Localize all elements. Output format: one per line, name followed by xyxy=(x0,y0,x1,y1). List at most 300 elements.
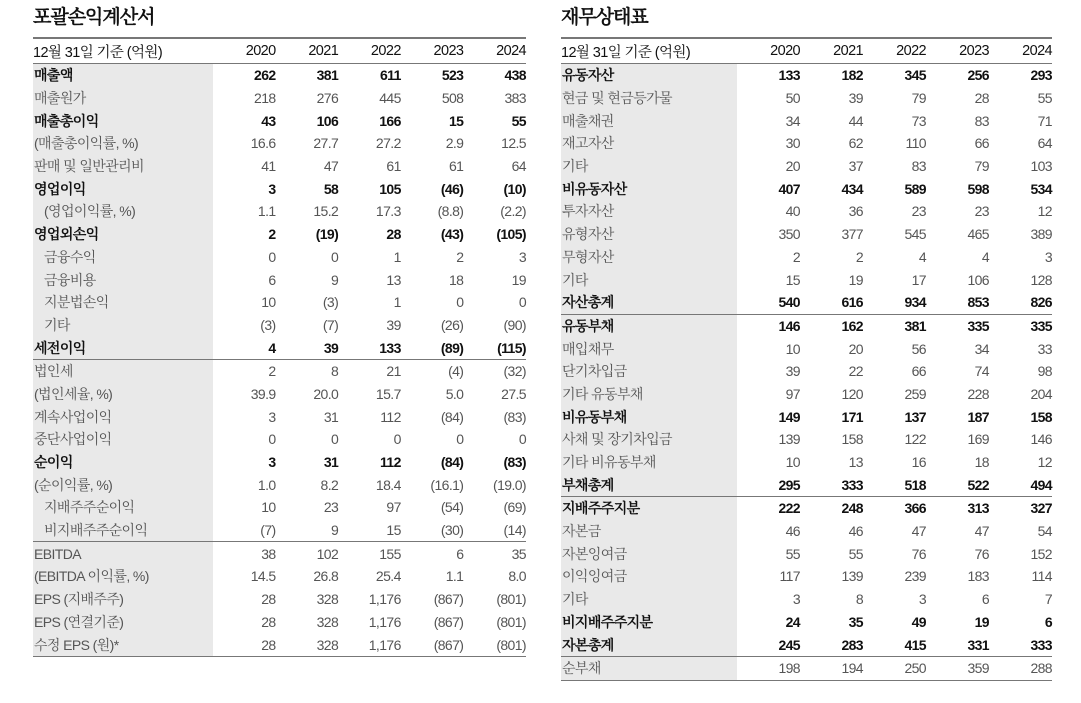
row-label: 지배주주순이익 xyxy=(33,496,213,519)
cell-value: 43 xyxy=(261,112,276,129)
cell-value: 0 xyxy=(456,431,464,448)
table-row xyxy=(561,337,1052,360)
cell-value: 13 xyxy=(386,271,401,288)
row-label: 매출액 xyxy=(33,64,213,87)
cell-value: 133 xyxy=(778,67,800,84)
cell-value: 22 xyxy=(848,363,863,380)
row-label: 계속사업이익 xyxy=(33,405,213,428)
cell-value: 15 xyxy=(449,112,464,129)
table-row xyxy=(33,246,526,269)
cell-value: 23 xyxy=(323,499,339,516)
table-header-row xyxy=(561,38,1052,64)
cell-value: 83 xyxy=(974,112,989,129)
balance-sheet-title: 재무상태표 xyxy=(561,7,648,28)
table-row xyxy=(33,451,526,474)
cell-value: 3 xyxy=(1044,248,1052,265)
table-row xyxy=(33,223,526,246)
cell-value: (84) xyxy=(440,454,464,471)
cell-value: 494 xyxy=(1030,476,1052,493)
cell-value: 3 xyxy=(918,591,926,608)
cell-value: 366 xyxy=(863,497,926,520)
cell-value: 28 xyxy=(213,633,276,656)
cell-value: 5.0 xyxy=(445,385,464,402)
cell-value: 158 xyxy=(1030,408,1052,425)
row-label: 유형자산 xyxy=(561,223,737,246)
cell-value: 15 xyxy=(785,271,800,288)
cell-value: 4 xyxy=(918,248,926,265)
cell-value: (3) xyxy=(322,294,339,311)
row-label: 부채총계 xyxy=(561,473,737,496)
cell-value: 158 xyxy=(841,431,863,448)
cell-value: 218 xyxy=(254,90,276,107)
cell-value: (83) xyxy=(503,408,526,425)
cell-value: 377 xyxy=(841,226,863,243)
cell-value: 97 xyxy=(386,499,401,516)
cell-value: 38 xyxy=(213,542,276,565)
cell-value: 40 xyxy=(785,203,800,220)
cell-value: 187 xyxy=(967,408,989,425)
cell-value: 55 xyxy=(511,112,526,129)
row-label: 영업외손익 xyxy=(33,223,213,246)
cell-value: 30 xyxy=(785,135,800,152)
cell-value: 27.2 xyxy=(375,135,401,152)
table-row xyxy=(33,565,526,588)
table-row xyxy=(33,200,526,223)
cell-value: 6 xyxy=(981,591,989,608)
cell-value: 434 xyxy=(841,180,863,197)
cell-value: 61 xyxy=(449,158,464,175)
row-label: 재고자산 xyxy=(561,132,737,155)
cell-value: 73 xyxy=(911,112,926,129)
header-year: 2022 xyxy=(896,43,926,59)
cell-value: 276 xyxy=(316,90,339,107)
cell-value: 335 xyxy=(926,314,989,337)
table-row xyxy=(33,87,526,110)
cell-value: 66 xyxy=(911,363,926,380)
table-row xyxy=(561,497,1052,520)
cell-value: 182 xyxy=(841,67,863,84)
table-row xyxy=(561,64,1052,87)
cell-value: 1 xyxy=(393,248,401,265)
table-row xyxy=(33,336,526,359)
row-label: 비유동자산 xyxy=(561,177,737,200)
cell-value: 328 xyxy=(316,591,339,608)
cell-value: 46 xyxy=(785,523,800,540)
table-row xyxy=(33,633,526,656)
cell-value: 49 xyxy=(911,613,926,630)
row-label: 비지배주주지분 xyxy=(561,611,737,634)
cell-value: 3 xyxy=(268,408,276,425)
row-label: 기타 xyxy=(561,588,737,611)
cell-value: 106 xyxy=(967,271,989,288)
cell-value: 6 xyxy=(401,542,464,565)
cell-value: (867) xyxy=(433,613,464,630)
header-year: 2024 xyxy=(496,43,526,59)
cell-value: 79 xyxy=(974,158,989,175)
cell-value: 56 xyxy=(911,340,926,357)
table-row xyxy=(561,291,1052,314)
cell-value: 19 xyxy=(848,271,863,288)
cell-value: 47 xyxy=(974,523,989,540)
cell-value: 522 xyxy=(967,476,989,493)
table-row xyxy=(561,611,1052,634)
cell-value: 171 xyxy=(841,408,863,425)
row-label: EBITDA xyxy=(33,542,213,565)
table-row xyxy=(33,268,526,291)
row-label: 유동자산 xyxy=(561,64,737,87)
cell-value: 28 xyxy=(974,90,989,107)
table-row xyxy=(561,405,1052,428)
cell-value: 3 xyxy=(518,248,526,265)
cell-value: 79 xyxy=(911,90,926,107)
row-label: 현금 및 현금등가물 xyxy=(561,87,737,110)
cell-value: (26) xyxy=(440,316,464,333)
cell-value: 21 xyxy=(338,359,401,382)
cell-value: (16.1) xyxy=(430,476,464,493)
cell-value: 350 xyxy=(778,226,800,243)
cell-value: (2.2) xyxy=(500,203,526,220)
balance-sheet-table xyxy=(561,37,1052,681)
cell-value: 169 xyxy=(967,431,989,448)
cell-value: 28 xyxy=(386,226,401,243)
cell-value: 155 xyxy=(338,542,401,565)
cell-value: 545 xyxy=(904,226,926,243)
cell-value: (4) xyxy=(401,359,464,382)
cell-value: 534 xyxy=(1030,180,1052,197)
cell-value: 39 xyxy=(785,363,800,380)
row-label: EPS (연결기준) xyxy=(33,611,213,634)
cell-value: 66 xyxy=(974,135,989,152)
cell-value: 18 xyxy=(449,271,464,288)
header-year: 2021 xyxy=(833,43,863,59)
row-label: EPS (지배주주) xyxy=(33,588,213,611)
header-year: 2023 xyxy=(959,43,989,59)
cell-value: 64 xyxy=(511,158,526,175)
cell-value: 259 xyxy=(904,385,926,402)
row-label: 기타 유동부채 xyxy=(561,383,737,406)
cell-value: 83 xyxy=(911,158,926,175)
cell-value: 35 xyxy=(463,542,526,565)
cell-value: 146 xyxy=(1030,431,1052,448)
row-label: 단기차입금 xyxy=(561,360,737,383)
row-label: 기타 xyxy=(33,314,213,337)
cell-value: 162 xyxy=(800,314,863,337)
balance-sheet-body xyxy=(561,64,1052,681)
income-statement-title: 포괄손익계산서 xyxy=(33,7,155,28)
cell-value: 8.2 xyxy=(320,476,339,493)
cell-value: 12 xyxy=(1037,203,1052,220)
cell-value: 10 xyxy=(261,294,276,311)
cell-value: (10) xyxy=(503,180,526,197)
cell-value: 9 xyxy=(331,271,339,288)
cell-value: 46 xyxy=(848,523,863,540)
cell-value: 0 xyxy=(268,431,276,448)
table-row xyxy=(561,109,1052,132)
cell-value: 106 xyxy=(316,112,339,129)
cell-value: 331 xyxy=(967,636,989,653)
cell-value: 16 xyxy=(911,454,926,471)
cell-value: 25.4 xyxy=(375,568,401,585)
cell-value: 37 xyxy=(848,158,863,175)
cell-value: 112 xyxy=(379,454,401,471)
cell-value: 133 xyxy=(379,339,401,356)
cell-value: 47 xyxy=(911,523,926,540)
cell-value: 76 xyxy=(911,545,926,562)
cell-value: (867) xyxy=(401,633,464,656)
cell-value: 333 xyxy=(1030,636,1052,653)
cell-value: 31 xyxy=(323,408,339,425)
cell-value: (7) xyxy=(322,316,339,333)
cell-value: (14) xyxy=(503,522,526,539)
row-label: 세전이익 xyxy=(33,336,213,359)
cell-value: 55 xyxy=(785,545,800,562)
row-label: 중단사업이익 xyxy=(33,428,213,451)
row-label: 무형자산 xyxy=(561,246,737,269)
cell-value: 540 xyxy=(778,294,800,311)
cell-value: 228 xyxy=(967,385,989,402)
table-row xyxy=(561,428,1052,451)
row-label: 판매 및 일반관리비 xyxy=(33,155,213,178)
cell-value: 20 xyxy=(785,158,800,175)
cell-value: 12 xyxy=(1037,454,1052,471)
row-label: 매출총이익 xyxy=(33,109,213,132)
cell-value: (83) xyxy=(503,454,526,471)
cell-value: 1,176 xyxy=(368,613,401,630)
cell-value: 0 xyxy=(518,431,526,448)
income-statement-panel xyxy=(33,0,526,657)
cell-value: 103 xyxy=(1030,158,1052,175)
cell-value: 39 xyxy=(386,316,401,333)
cell-value: 0 xyxy=(331,431,339,448)
table-row xyxy=(561,451,1052,474)
cell-value: 8 xyxy=(276,359,339,382)
row-label: 기타 xyxy=(561,155,737,178)
table-row xyxy=(33,132,526,155)
row-label: 법인세 xyxy=(33,359,213,382)
cell-value: 518 xyxy=(904,476,926,493)
cell-value: 61 xyxy=(386,158,401,175)
cell-value: 383 xyxy=(504,90,526,107)
row-label: 사채 및 장기차입금 xyxy=(561,428,737,451)
cell-value: 335 xyxy=(989,314,1052,337)
cell-value: 27.7 xyxy=(313,135,339,152)
cell-value: 438 xyxy=(504,67,526,84)
cell-value: 327 xyxy=(989,497,1052,520)
cell-value: (801) xyxy=(496,613,526,630)
cell-value: (43) xyxy=(440,226,464,243)
table-row xyxy=(561,383,1052,406)
cell-value: 3 xyxy=(792,591,800,608)
cell-value: 8 xyxy=(855,591,863,608)
table-row xyxy=(561,656,1052,680)
header-year: 2023 xyxy=(433,43,464,59)
cell-value: 35 xyxy=(848,613,863,630)
cell-value: 31 xyxy=(323,454,339,471)
cell-value: 16.6 xyxy=(250,135,276,152)
cell-value: 245 xyxy=(778,636,800,653)
cell-value: 248 xyxy=(800,497,863,520)
cell-value: 58 xyxy=(323,180,339,197)
cell-value: 97 xyxy=(785,385,800,402)
cell-value: 6 xyxy=(268,271,276,288)
cell-value: (90) xyxy=(503,316,526,333)
table-row xyxy=(33,542,526,565)
table-row xyxy=(561,542,1052,565)
cell-value: 204 xyxy=(1030,385,1052,402)
cell-value: 1.0 xyxy=(257,476,276,493)
cell-value: 62 xyxy=(848,135,863,152)
row-label: 매출채권 xyxy=(561,109,737,132)
balance-sheet-panel xyxy=(561,0,1052,681)
row-label: 자본잉여금 xyxy=(561,542,737,565)
table-row xyxy=(33,177,526,200)
cell-value: 407 xyxy=(778,180,800,197)
cell-value: (867) xyxy=(433,591,464,608)
cell-value: 183 xyxy=(967,568,989,585)
cell-value: 74 xyxy=(974,363,989,380)
row-label: 지배주주지분 xyxy=(561,497,737,520)
cell-value: 19 xyxy=(511,271,526,288)
cell-value: 20.0 xyxy=(313,385,339,402)
table-row xyxy=(33,359,526,382)
cell-value: 28 xyxy=(261,613,276,630)
table-row xyxy=(561,223,1052,246)
cell-value: 0 xyxy=(268,248,276,265)
cell-value: 198 xyxy=(737,656,800,680)
table-row xyxy=(33,519,526,542)
row-label: 매출원가 xyxy=(33,87,213,110)
table-row xyxy=(561,360,1052,383)
table-row xyxy=(33,383,526,406)
cell-value: 250 xyxy=(863,656,926,680)
header-year: 2022 xyxy=(370,43,401,59)
cell-value: (3) xyxy=(260,316,276,333)
cell-value: 26.8 xyxy=(313,568,339,585)
row-label: 지분법손익 xyxy=(33,291,213,314)
cell-value: 36 xyxy=(848,203,863,220)
cell-value: 381 xyxy=(863,314,926,337)
row-label: 비유동부채 xyxy=(561,405,737,428)
header-year: 2024 xyxy=(1022,43,1052,59)
cell-value: 359 xyxy=(926,656,989,680)
cell-value: 3 xyxy=(268,454,276,471)
cell-value: 10 xyxy=(785,454,800,471)
cell-value: 34 xyxy=(785,112,800,129)
cell-value: 611 xyxy=(379,67,401,84)
cell-value: (30) xyxy=(440,522,464,539)
cell-value: 345 xyxy=(904,67,926,84)
cell-value: (89) xyxy=(440,339,464,356)
cell-value: 166 xyxy=(379,112,401,129)
cell-value: 288 xyxy=(989,656,1052,680)
row-label: 매입채무 xyxy=(561,337,737,360)
cell-value: 826 xyxy=(1030,294,1052,311)
cell-value: 222 xyxy=(737,497,800,520)
cell-value: (801) xyxy=(496,591,526,608)
cell-value: 112 xyxy=(380,408,401,425)
cell-value: 12.5 xyxy=(501,135,526,152)
row-label: (매출총이익률, %) xyxy=(33,132,213,155)
cell-value: 1,176 xyxy=(368,591,401,608)
cell-value: 598 xyxy=(967,180,989,197)
cell-value: 24 xyxy=(785,613,800,630)
cell-value: 98 xyxy=(1037,363,1052,380)
table-row xyxy=(33,109,526,132)
header-unit-label: 12월 31일 기준 (억원) xyxy=(561,44,691,61)
cell-value: 44 xyxy=(848,112,863,129)
table-row xyxy=(33,588,526,611)
row-label: 기타 비유동부채 xyxy=(561,451,737,474)
cell-value: 14.5 xyxy=(250,568,276,585)
table-row xyxy=(561,520,1052,543)
row-label: (EBITDA 이익률, %) xyxy=(33,565,213,588)
cell-value: 105 xyxy=(379,180,401,197)
table-row xyxy=(561,246,1052,269)
cell-value: 13 xyxy=(848,454,863,471)
cell-value: 18.4 xyxy=(375,476,401,493)
cell-value: 55 xyxy=(1037,90,1052,107)
table-row xyxy=(561,200,1052,223)
cell-value: 152 xyxy=(1030,545,1052,562)
cell-value: 54 xyxy=(1037,523,1052,540)
cell-value: 33 xyxy=(1037,340,1052,357)
header-year: 2020 xyxy=(770,43,800,59)
row-label: 자산총계 xyxy=(561,291,737,314)
table-row xyxy=(33,155,526,178)
cell-value: (105) xyxy=(496,226,526,243)
row-label: 수정 EPS (원)* xyxy=(33,633,213,656)
cell-value: 19 xyxy=(974,613,989,630)
cell-value: 4 xyxy=(268,339,276,356)
table-row xyxy=(561,268,1052,291)
table-row xyxy=(33,64,526,87)
row-label: 금융비용 xyxy=(33,268,213,291)
income-statement-body xyxy=(33,64,526,657)
cell-value: (69) xyxy=(503,499,526,516)
cell-value: 1,176 xyxy=(338,633,401,656)
cell-value: 18 xyxy=(974,454,989,471)
cell-value: 8.0 xyxy=(508,568,526,585)
cell-value: 2 xyxy=(456,248,464,265)
row-label: 자본금 xyxy=(561,520,737,543)
cell-value: 149 xyxy=(778,408,800,425)
cell-value: 283 xyxy=(841,636,863,653)
cell-value: 0 xyxy=(331,248,339,265)
table-row xyxy=(561,473,1052,496)
cell-value: 333 xyxy=(841,476,863,493)
cell-value: 328 xyxy=(276,633,339,656)
cell-value: 4 xyxy=(981,248,989,265)
cell-value: 15.7 xyxy=(375,385,401,402)
cell-value: 328 xyxy=(316,613,339,630)
cell-value: 508 xyxy=(441,90,464,107)
cell-value: (84) xyxy=(440,408,464,425)
cell-value: 120 xyxy=(841,385,863,402)
cell-value: 110 xyxy=(905,135,926,152)
cell-value: 256 xyxy=(967,67,989,84)
table-row xyxy=(561,588,1052,611)
cell-value: 853 xyxy=(967,294,989,311)
cell-value: 2.9 xyxy=(445,135,464,152)
table-row xyxy=(33,405,526,428)
cell-value: (801) xyxy=(463,633,526,656)
cell-value: 55 xyxy=(848,545,863,562)
cell-value: 2 xyxy=(792,248,800,265)
header-year: 2021 xyxy=(308,43,339,59)
cell-value: 2 xyxy=(268,226,276,243)
cell-value: 381 xyxy=(316,67,339,84)
cell-value: 293 xyxy=(1030,67,1052,84)
